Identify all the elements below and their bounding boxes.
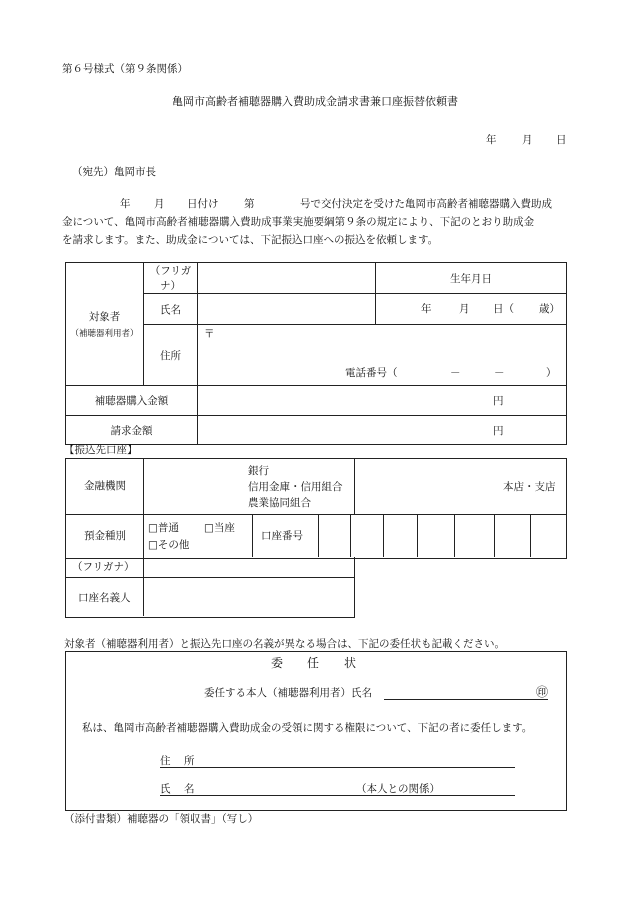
institution-type-bank: 銀行 — [248, 465, 269, 477]
birthdate-input-cell[interactable] — [376, 294, 567, 325]
holder-furigana-input[interactable] — [145, 559, 352, 576]
applicant-group-label: 対象者 — [88, 311, 121, 323]
holder-name-input[interactable] — [145, 579, 352, 616]
intro-year: 年 — [120, 198, 131, 210]
applicant-table — [65, 262, 567, 445]
document-title: 亀岡市高齢者補聴器購入費助成金請求書兼口座振替依頼書 — [172, 95, 458, 108]
principal-name-line[interactable] — [384, 699, 548, 700]
birthdate-month: 月 — [459, 303, 470, 315]
postal-mark: 〒 — [204, 328, 215, 340]
phone-separator-2: － — [494, 367, 505, 379]
institution-name-input[interactable] — [145, 460, 240, 512]
proxy-title-char-2: 任 — [307, 656, 320, 670]
bank-label-divider — [143, 458, 144, 616]
agent-name-line[interactable] — [160, 795, 515, 796]
account-number-label: 口座番号 — [261, 530, 303, 542]
agent-name-label-2: 名 — [184, 783, 195, 795]
address-label: 住所 — [144, 325, 198, 386]
deposit-ordinary-checkbox[interactable]: □普通 — [148, 522, 179, 534]
intro-date-suffix: 日付け — [187, 198, 219, 210]
holder-furigana-label: （フリガナ） — [72, 561, 135, 573]
addressee: （宛先）亀岡市長 — [72, 166, 156, 178]
date-month-label: 月 — [522, 134, 533, 146]
holder-name-label: 口座名義人 — [78, 592, 131, 604]
name-label: 氏名 — [144, 294, 198, 325]
holder-row-divider — [65, 577, 354, 578]
bank-section-heading: 【振込先口座】 — [64, 444, 138, 456]
branch-name-input[interactable] — [356, 460, 496, 512]
agent-name-label-1: 氏 — [160, 783, 171, 795]
institution-type-ja: 農業協同組合 — [248, 497, 311, 509]
furigana-input-cell[interactable] — [198, 263, 376, 294]
claim-amount-label: 請求金額 — [66, 416, 198, 445]
claim-amount-cell[interactable] — [198, 416, 567, 445]
proxy-title-char-3: 状 — [344, 656, 357, 670]
agent-address-line[interactable] — [160, 767, 515, 768]
branch-types: 本店・支店 — [503, 481, 556, 493]
holder-table-left — [65, 557, 66, 618]
deposit-current-checkbox[interactable]: □当座 — [204, 522, 235, 534]
seal-mark: ㊞ — [536, 685, 549, 699]
institution-type-shinkin: 信用金庫・信用組合 — [248, 481, 343, 493]
agent-address-label-2: 所 — [184, 755, 195, 767]
birthdate-year: 年 — [421, 303, 432, 315]
deposit-other-checkbox[interactable]: □その他 — [148, 539, 190, 551]
proxy-statement: 私は、亀岡市高齢者補聴器購入費助成金の受領に関する権限について、下記の者に委任します。 — [82, 722, 533, 734]
relationship-label: （本人との関係） — [356, 783, 440, 795]
proxy-note: 対象者（補聴器利用者）と振込先口座の名義が異なる場合は、下記の委任状も記載ください。 — [64, 638, 505, 650]
phone-label: 電話番号（ — [345, 367, 398, 379]
date-day-label: 日 — [556, 134, 567, 146]
date-year-label: 年 — [486, 134, 497, 146]
purchase-amount-cell[interactable] — [198, 386, 567, 416]
institution-divider — [354, 458, 355, 514]
principal-name-label: 委任する本人（補聴器利用者）氏名 — [204, 687, 372, 699]
holder-table-right — [354, 557, 355, 618]
name-input-cell[interactable] — [198, 294, 376, 325]
account-label-divider-right — [318, 514, 319, 557]
account-number-input[interactable] — [320, 516, 564, 556]
address-input-cell[interactable] — [198, 325, 567, 386]
birthdate-age: 歳） — [539, 303, 560, 315]
form-number: 第６号様式（第９条関係） — [62, 63, 188, 75]
intro-month: 月 — [154, 198, 165, 210]
deposit-type-label: 預金種別 — [84, 530, 126, 542]
claim-yen-unit: 円 — [493, 425, 504, 437]
holder-table-bottom — [65, 617, 355, 618]
intro-number-prefix: 第 — [244, 198, 255, 210]
purchase-yen-unit: 円 — [493, 395, 504, 407]
attachment-note: （添付書類）補聴器の「領収書」（写し） — [64, 813, 259, 825]
phone-close: ） — [546, 367, 557, 379]
bank-row-divider — [65, 514, 566, 515]
proxy-title-char-1: 委 — [271, 656, 284, 670]
birthdate-day: 日（ — [493, 303, 514, 315]
birthdate-header: 生年月日 — [376, 263, 567, 294]
account-label-divider-left — [252, 514, 253, 557]
institution-label: 金融機関 — [84, 480, 126, 492]
intro-line2: 金について、亀岡市高齢者補聴器購入費助成事業実施要綱第９条の規定により、下記のとおり助成金 — [62, 216, 535, 228]
agent-address-label-1: 住 — [160, 755, 171, 767]
intro-line1-rest: 号で交付決定を受けた亀岡市高齢者補聴器購入費助成 — [300, 198, 552, 210]
phone-separator-1: － — [450, 367, 461, 379]
applicant-group-sublabel: （補聴器利用者） — [70, 329, 139, 339]
intro-line3: を請求します。また、助成金については、下記振込口座への振込を依頼します。 — [62, 234, 439, 246]
applicant-group-cell — [66, 263, 144, 386]
furigana-label: （フリガナ） — [144, 263, 198, 294]
purchase-amount-label: 補聴器購入金額 — [66, 386, 198, 416]
